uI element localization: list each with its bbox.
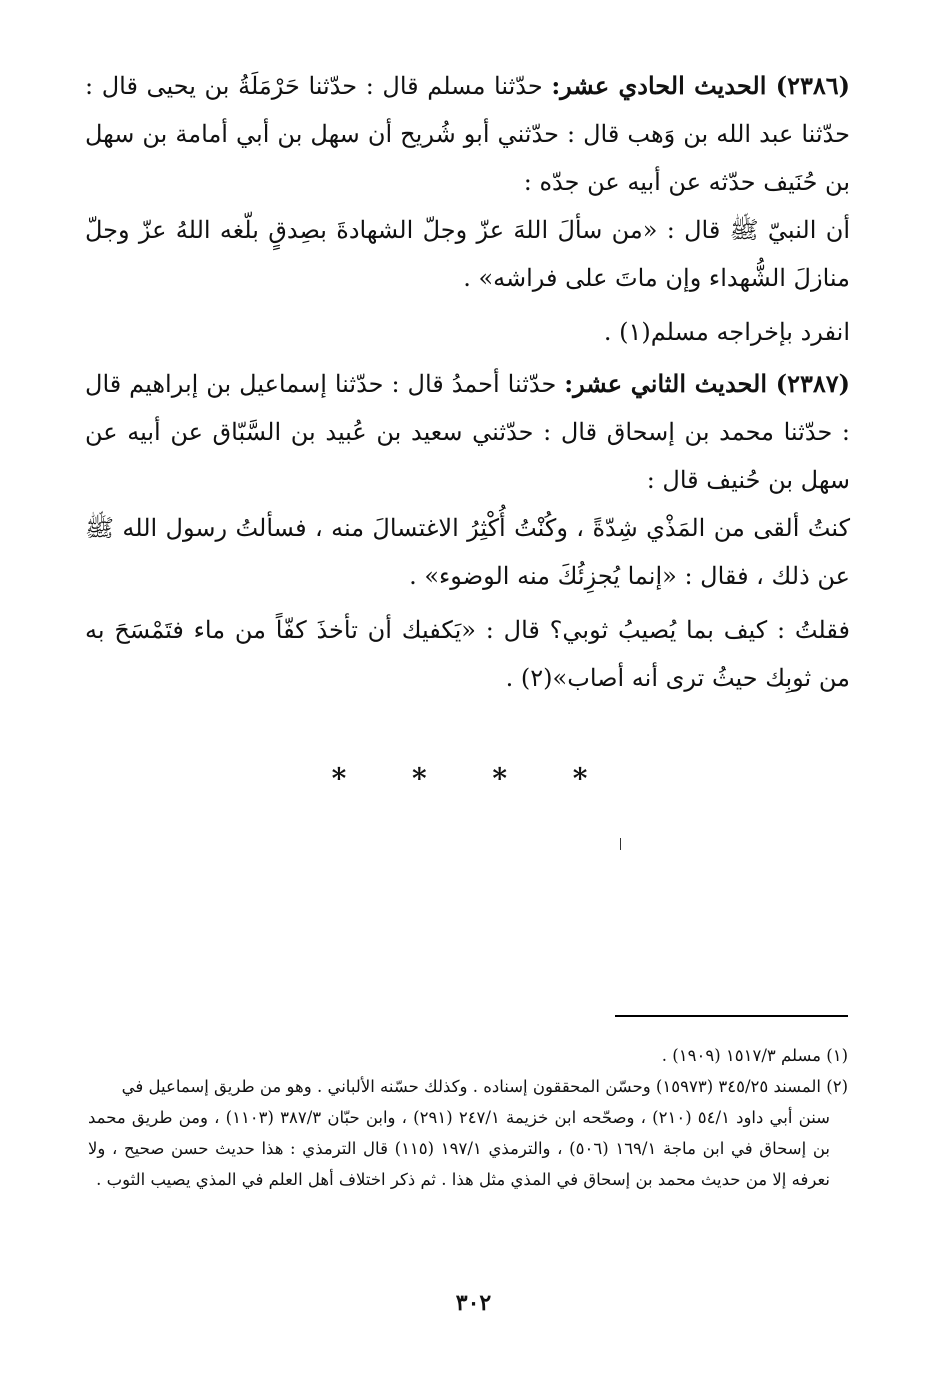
hadith-2387-matn2: فقلتُ : كيف بما يُصيبُ ثوبي؟ قال : «يَكفيك أن تأخذَ كفّاً من ماء فتَمْسَحَ به من ثوبِك حيثُ ترى أنه أصاب»(٢) . — [85, 616, 850, 692]
footnote-divider — [615, 1015, 848, 1017]
hadith-2386-isnad-paragraph — [85, 62, 850, 206]
section-separator: * * * * — [331, 762, 616, 795]
hadith-2387-matn: كنتُ ألقى من المَذْي شِدّةً ، وكُنْتُ أُكْثِرُ الاغتسالَ منه ، فسألتُ رسول الله ﷺ عن ذلك ، فقال : «إنما يُجزِئُكَ منه الوضوء» . — [85, 514, 850, 590]
hadith-2387-matn2-paragraph — [85, 606, 850, 702]
hadith-2386-matn-paragraph — [85, 206, 850, 302]
footnotes-block — [88, 1040, 848, 1195]
hadith-2386-note-paragraph — [85, 308, 850, 356]
hadith-2387-isnad: حدّثنا أحمدُ قال : حدّثنا إسماعيل بن إبراهيم قال : حدّثنا محمد بن إسحاق قال : حدّثني سعيد بن عُبيد بن السَّبّاق عن أبيه عن سهل بن حُنيف قال : — [85, 370, 851, 494]
hadith-2387-heading: (٢٣٨٧) الحديث الثاني عشر: — [564, 369, 850, 398]
hadith-2386-isnad: حدّثنا مسلم قال : حدّثنا حَرْمَلَةُ بن يحيى قال : حدّثنا عبد الله بن وَهب قال : حدّثني أبو شُريح أن سهل بن أبي أمامة بن سهل بن حُنَيف حدّثه عن أبيه عن جدّه : — [85, 72, 850, 196]
footnote-2-continuation: سنن أبي داود ٥٤/١ (٢١٠) ، وصحّحه ابن خزيمة ٢٤٧/١ (٢٩١) ، وابن حبّان ٣٨٧/٣ (١١٠٣) ، ومن طريق محمد بن إسحاق في ابن ماجة ١٦٩/١ (٥٠٦) ، والترمذي ١٩٧/١ (١١٥) قال الترمذي : هذا حديث حسن صحيح ، ولا نعرفه إلا من حديث محمد بن إسحاق في المذي مثل هذا . ثم ذكر اختلاف أهل العلم في المذي يصيب الثوب . — [88, 1108, 830, 1189]
hadith-2387-isnad-paragraph — [85, 360, 850, 504]
scan-mark — [620, 838, 621, 850]
footnote-1: (١) مسلم ١٥١٧/٣ (١٩٠٩) . — [661, 1046, 848, 1065]
hadith-2386-note: انفرد بإخراجه مسلم(١) . — [603, 318, 850, 346]
footnote-2-first-line: (٢) المسند ٣٤٥/٢٥ (١٥٩٧٣) وحسّن المحققون إسناده . وكذلك حسّنه الألباني . وهو من طريق إسماعيل في — [121, 1077, 848, 1096]
hadith-2386-matn: أن النبيّ ﷺ قال : «من سألَ اللهَ عزّ وجلّ الشهادةَ بصِدقٍ بلّغه اللهُ عزّ وجلّ منازلَ الشُّهداء وإن ماتَ على فراشه» . — [85, 216, 850, 292]
hadith-2386-heading: (٢٣٨٦) الحديث الحادي عشر: — [551, 71, 850, 100]
page-number: ٣٠٢ — [455, 1290, 492, 1316]
hadith-2387-matn-paragraph — [85, 504, 850, 600]
